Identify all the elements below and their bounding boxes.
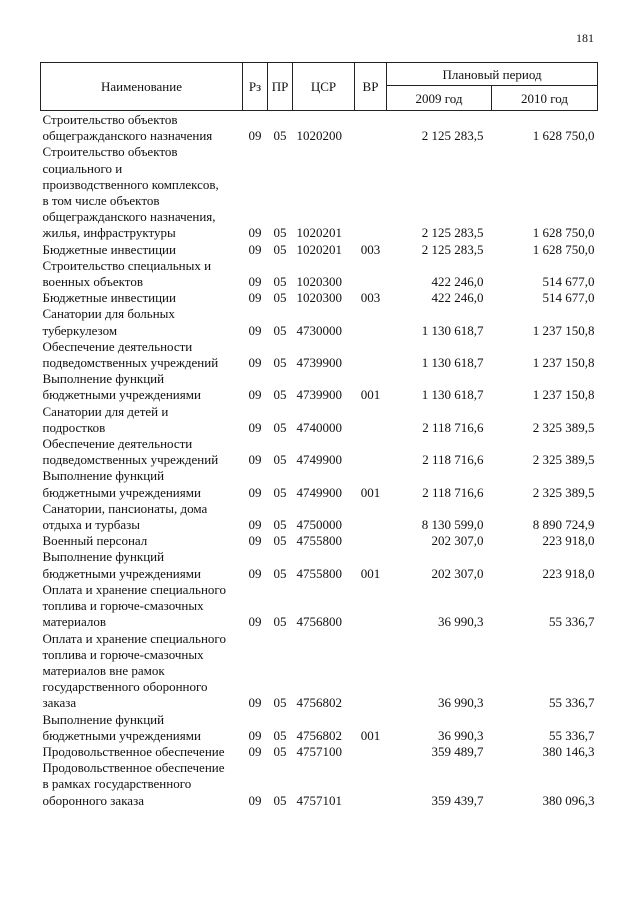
row-value-2009: 422 246,0 bbox=[431, 290, 484, 306]
table-row bbox=[41, 744, 598, 760]
row-vr bbox=[355, 744, 387, 760]
row-value-2010: 223 918,0 bbox=[542, 533, 595, 549]
row-value-2009: 2 125 283,5 bbox=[421, 128, 484, 144]
row-csr: 4755800 bbox=[296, 565, 342, 581]
table-body bbox=[41, 111, 598, 809]
row-rz: 09 bbox=[248, 727, 262, 743]
row-value-2009: 36 990,3 bbox=[438, 727, 484, 743]
row-vr bbox=[355, 436, 387, 468]
row-value-2010: 1 237 150,8 bbox=[532, 355, 595, 371]
row-name: Продовольственное обеспечение bbox=[42, 743, 225, 759]
table-row bbox=[41, 533, 598, 549]
row-value-2010: 2 325 389,5 bbox=[532, 452, 595, 468]
row-pr: 05 bbox=[273, 322, 287, 338]
row-rz: 09 bbox=[248, 355, 262, 371]
row-value-2009: 359 489,7 bbox=[431, 743, 484, 759]
row-csr: 4757100 bbox=[296, 743, 342, 759]
row-pr: 05 bbox=[273, 792, 287, 808]
row-value-2009: 2 118 716,6 bbox=[422, 452, 484, 468]
row-pr: 05 bbox=[273, 727, 287, 743]
row-value-2009: 1 130 618,7 bbox=[421, 322, 484, 338]
row-pr: 05 bbox=[273, 484, 287, 500]
row-name: Выполнение функций бюджетными учреждениями bbox=[42, 711, 201, 743]
row-csr: 4756802 bbox=[296, 695, 342, 711]
row-csr: 1020300 bbox=[296, 274, 342, 290]
row-value-2009: 8 130 599,0 bbox=[421, 517, 484, 533]
row-value-2010: 1 628 750,0 bbox=[532, 225, 595, 241]
header-year-2009: 2009 год bbox=[387, 86, 492, 111]
row-vr bbox=[355, 582, 387, 631]
row-name: Строительство объектов общегражданского назначения bbox=[42, 112, 213, 144]
row-value-2010: 1 628 750,0 bbox=[532, 128, 595, 144]
row-name: Оплата и хранение специального топлива и горюче-смазочных материалов вне рамок государственного оборонного заказа bbox=[42, 630, 226, 711]
table-row bbox=[41, 371, 598, 403]
row-csr: 4749900 bbox=[296, 484, 342, 500]
row-name: Военный персонал bbox=[42, 533, 148, 549]
row-vr bbox=[355, 533, 387, 549]
row-pr: 05 bbox=[273, 225, 287, 241]
page-number: 181 bbox=[576, 31, 594, 45]
header-pr: ПР bbox=[268, 63, 293, 111]
row-name: Обеспечение деятельности подведомственных учреждений bbox=[42, 436, 219, 468]
row-name: Строительство объектов социального и производственного комплексов, в том числе объектов общегражданского назначения, жилья, инфраструктуры bbox=[42, 144, 219, 241]
row-pr: 05 bbox=[273, 419, 287, 435]
row-csr: 4755800 bbox=[296, 533, 342, 549]
header-planned-period: Плановый период bbox=[387, 63, 598, 86]
row-value-2010: 380 096,3 bbox=[542, 792, 595, 808]
row-rz: 09 bbox=[248, 225, 262, 241]
row-vr bbox=[355, 339, 387, 371]
row-pr: 05 bbox=[273, 533, 287, 549]
row-rz: 09 bbox=[248, 128, 262, 144]
row-rz: 09 bbox=[248, 452, 262, 468]
row-vr bbox=[355, 111, 387, 145]
table-row bbox=[41, 306, 598, 338]
row-value-2009: 202 307,0 bbox=[431, 533, 484, 549]
row-csr: 4740000 bbox=[296, 419, 342, 435]
row-name: Продовольственное обеспечение в рамках государственного оборонного заказа bbox=[42, 760, 225, 808]
row-pr: 05 bbox=[273, 695, 287, 711]
row-vr bbox=[355, 760, 387, 809]
table-row bbox=[41, 242, 598, 258]
row-value-2010: 514 677,0 bbox=[542, 274, 595, 290]
row-pr: 05 bbox=[273, 387, 287, 403]
row-vr: 003 bbox=[360, 290, 381, 306]
row-value-2009: 2 125 283,5 bbox=[421, 225, 484, 241]
row-pr: 05 bbox=[273, 355, 287, 371]
row-rz: 09 bbox=[248, 290, 262, 306]
row-csr: 4757101 bbox=[296, 792, 342, 808]
row-value-2009: 2 125 283,5 bbox=[421, 241, 484, 257]
table-row bbox=[41, 111, 598, 145]
row-rz: 09 bbox=[248, 743, 262, 759]
row-csr: 4756800 bbox=[296, 614, 342, 630]
row-vr: 001 bbox=[360, 565, 381, 581]
table-row bbox=[41, 549, 598, 581]
table-row bbox=[41, 258, 598, 290]
table-row bbox=[41, 712, 598, 744]
header-year-2010: 2010 год bbox=[492, 86, 598, 111]
row-csr: 1020200 bbox=[296, 128, 342, 144]
row-pr: 05 bbox=[273, 274, 287, 290]
table-row bbox=[41, 582, 598, 631]
row-rz: 09 bbox=[248, 387, 262, 403]
row-name: Санатории для детей и подростков bbox=[42, 403, 169, 435]
row-value-2010: 1 628 750,0 bbox=[532, 241, 595, 257]
row-value-2009: 202 307,0 bbox=[431, 565, 484, 581]
row-name: Строительство специальных и военных объектов bbox=[42, 257, 212, 290]
row-rz: 09 bbox=[248, 484, 262, 500]
row-value-2010: 55 336,7 bbox=[549, 727, 595, 743]
row-csr: 4739900 bbox=[296, 355, 342, 371]
table-row bbox=[41, 760, 598, 809]
budget-table bbox=[40, 62, 598, 809]
row-csr: 4730000 bbox=[296, 322, 342, 338]
header-name: Наименование bbox=[41, 63, 243, 111]
row-value-2010: 55 336,7 bbox=[549, 695, 595, 711]
row-vr bbox=[355, 306, 387, 338]
row-name: Санатории для больных туберкулезом bbox=[42, 306, 175, 338]
row-value-2010: 380 146,3 bbox=[542, 743, 595, 759]
row-value-2010: 8 890 724,9 bbox=[532, 517, 595, 533]
row-value-2010: 223 918,0 bbox=[542, 565, 595, 581]
table-row bbox=[41, 501, 598, 533]
row-name: Выполнение функций бюджетными учреждениями bbox=[42, 549, 201, 581]
row-rz: 09 bbox=[248, 419, 262, 435]
row-rz: 09 bbox=[248, 792, 262, 808]
row-pr: 05 bbox=[273, 565, 287, 581]
row-value-2009: 36 990,3 bbox=[438, 695, 484, 711]
row-csr: 4739900 bbox=[296, 387, 342, 403]
row-value-2009: 36 990,3 bbox=[438, 614, 484, 630]
table-header bbox=[41, 63, 598, 111]
row-rz: 09 bbox=[248, 565, 262, 581]
table-row bbox=[41, 436, 598, 468]
row-vr bbox=[355, 501, 387, 533]
row-name: Бюджетные инвестиции bbox=[42, 290, 176, 306]
table-row bbox=[41, 468, 598, 500]
row-pr: 05 bbox=[273, 517, 287, 533]
row-pr: 05 bbox=[273, 241, 287, 257]
row-name: Выполнение функций бюджетными учреждениями bbox=[42, 371, 201, 403]
row-csr: 1020201 bbox=[296, 225, 342, 241]
row-vr bbox=[355, 144, 387, 241]
table-row bbox=[41, 339, 598, 371]
row-csr: 1020201 bbox=[296, 241, 342, 257]
row-rz: 09 bbox=[248, 274, 262, 290]
row-csr: 4756802 bbox=[296, 727, 342, 743]
row-name: Санатории, пансионаты, дома отдыха и турбазы bbox=[42, 500, 208, 533]
row-csr: 4749900 bbox=[296, 452, 342, 468]
row-value-2009: 2 118 716,6 bbox=[422, 419, 484, 435]
row-vr bbox=[355, 404, 387, 436]
row-pr: 05 bbox=[273, 128, 287, 144]
row-rz: 09 bbox=[248, 517, 262, 533]
row-value-2010: 1 237 150,8 bbox=[532, 322, 595, 338]
row-name: Обеспечение деятельности подведомственных учреждений bbox=[42, 338, 219, 371]
row-value-2009: 1 130 618,7 bbox=[421, 387, 484, 403]
row-rz: 09 bbox=[248, 695, 262, 711]
row-value-2009: 2 118 716,6 bbox=[422, 484, 484, 500]
row-value-2010: 55 336,7 bbox=[549, 614, 595, 630]
table-row bbox=[41, 404, 598, 436]
row-vr bbox=[355, 258, 387, 290]
row-pr: 05 bbox=[273, 290, 287, 306]
header-vr: ВР bbox=[355, 63, 387, 111]
header-csr: ЦСР bbox=[293, 63, 355, 111]
row-csr: 1020300 bbox=[296, 290, 342, 306]
row-vr: 001 bbox=[360, 484, 381, 500]
row-name: Оплата и хранение специального топлива и горюче-смазочных материалов bbox=[42, 581, 226, 630]
row-value-2010: 2 325 389,5 bbox=[532, 484, 595, 500]
row-rz: 09 bbox=[248, 241, 262, 257]
row-rz: 09 bbox=[248, 614, 262, 630]
row-value-2009: 359 439,7 bbox=[431, 792, 484, 808]
row-vr bbox=[355, 631, 387, 712]
row-value-2010: 1 237 150,8 bbox=[532, 387, 595, 403]
table-row bbox=[41, 631, 598, 712]
row-value-2010: 2 325 389,5 bbox=[532, 419, 595, 435]
row-value-2009: 1 130 618,7 bbox=[421, 355, 484, 371]
row-csr: 4750000 bbox=[296, 517, 342, 533]
row-vr: 003 bbox=[360, 241, 381, 257]
row-name: Бюджетные инвестиции bbox=[42, 241, 176, 257]
header-rz: Рз bbox=[243, 63, 268, 111]
row-vr: 001 bbox=[360, 727, 381, 743]
row-value-2010: 514 677,0 bbox=[542, 290, 595, 306]
table-row bbox=[41, 290, 598, 306]
row-pr: 05 bbox=[273, 743, 287, 759]
row-pr: 05 bbox=[273, 452, 287, 468]
row-vr: 001 bbox=[360, 387, 381, 403]
row-rz: 09 bbox=[248, 322, 262, 338]
row-name: Выполнение функций бюджетными учреждениями bbox=[42, 468, 201, 500]
row-value-2009: 422 246,0 bbox=[431, 274, 484, 290]
table-row bbox=[41, 144, 598, 241]
row-rz: 09 bbox=[248, 533, 262, 549]
row-pr: 05 bbox=[273, 614, 287, 630]
